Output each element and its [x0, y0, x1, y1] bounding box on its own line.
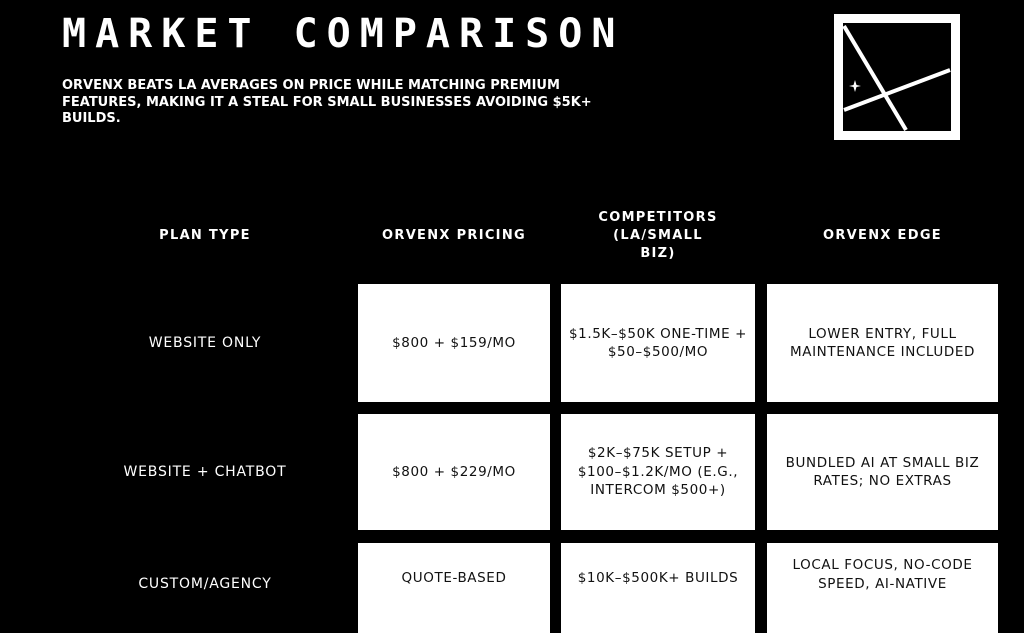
cell-competitors: [561, 414, 755, 530]
cell-edge-text: LOCAL FOCUS, NO-CODE SPEED, AI-NATIVE: [792, 557, 973, 592]
cell-competitors-text: $1.5K–$50K ONE-TIME + $50–$500/MO: [568, 325, 748, 360]
cell-pricing: $800 + $159/MO: [358, 284, 550, 402]
cell-competitors-text: $2K–$75K SETUP + $100–$1.2K/MO (E.G., INTERCOM $500+): [577, 445, 739, 499]
page-title: MARKET COMPARISON: [62, 11, 625, 57]
cell-competitors: $10K–$500K+ BUILDS: [561, 543, 755, 633]
cell-edge: [767, 414, 998, 530]
header-orvenx-pricing: ORVENX PRICING: [382, 228, 526, 243]
header-plan-type: PLAN TYPE: [159, 228, 251, 243]
row-label-custom-agency: CUSTOM/AGENCY: [138, 576, 272, 592]
cell-edge: [767, 284, 998, 402]
cell-competitors: [561, 284, 755, 402]
cell-pricing: QUOTE-BASED: [358, 543, 550, 633]
cell-edge-text: LOWER ENTRY, FULL MAINTENANCE INCLUDED: [790, 325, 975, 360]
cell-edge: [767, 543, 998, 633]
cell-edge-text: BUNDLED AI AT SMALL BIZ RATES; NO EXTRAS: [785, 454, 980, 489]
header-competitors-label: COMPETITORS (LA/SMALL BIZ): [598, 210, 718, 261]
orvenx-logo-icon: [834, 14, 960, 140]
header-orvenx-edge: ORVENX EDGE: [823, 228, 942, 243]
row-label-website-chatbot: WEBSITE + CHATBOT: [123, 464, 287, 480]
cell-pricing: $800 + $229/MO: [358, 414, 550, 530]
page-subtitle: ORVENX BEATS LA AVERAGES ON PRICE WHILE MATCHING PREMIUM FEATURES, MAKING IT A STEAL FOR SMALL BUSINESSES AVOIDING $5K+ BUILDS.: [62, 78, 592, 126]
header-competitors: [561, 206, 755, 266]
row-label-website-only: WEBSITE ONLY: [148, 335, 262, 351]
